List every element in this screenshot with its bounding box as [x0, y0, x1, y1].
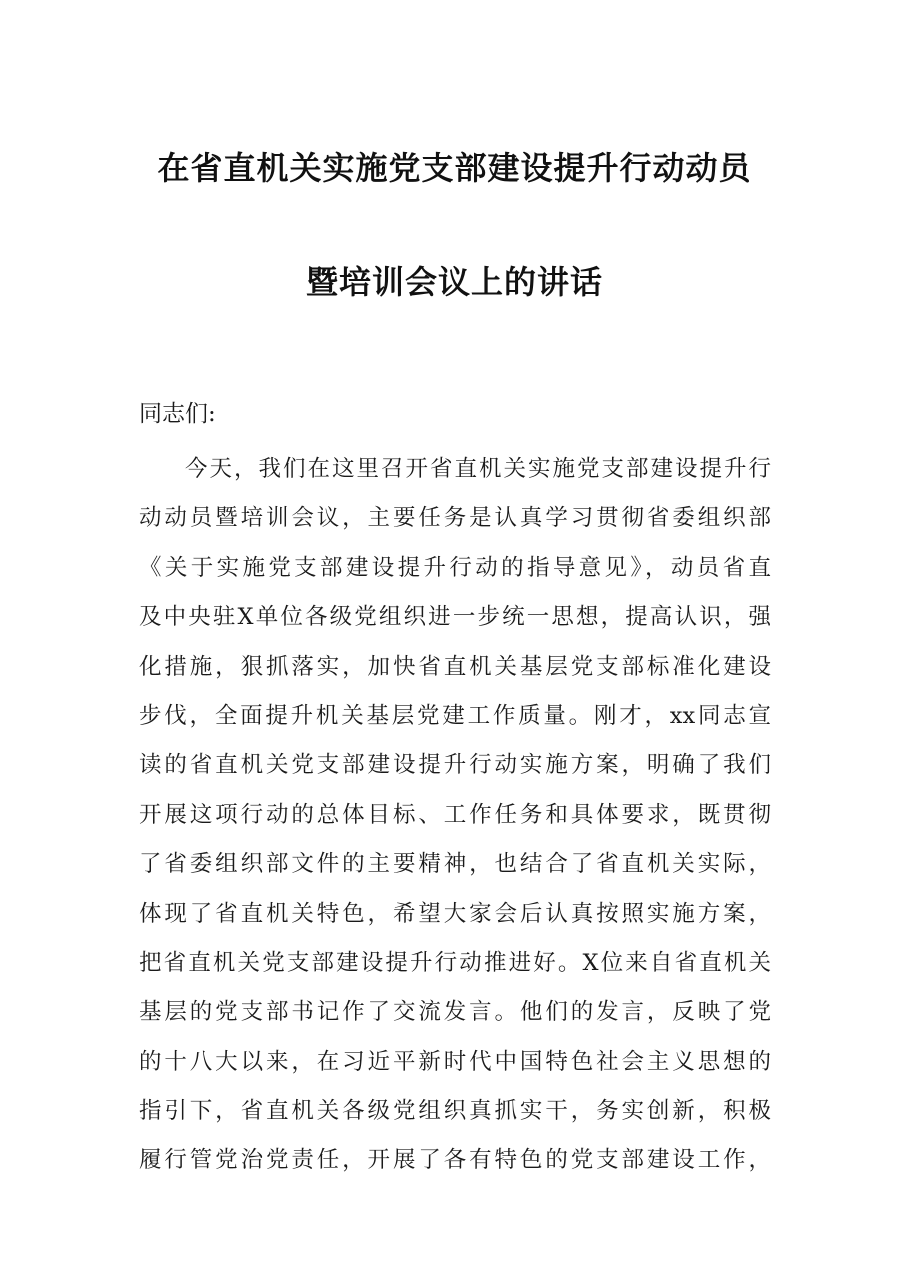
paragraph-line: 的十八大以来，在习近平新时代中国特色社会主义思想的: [139, 1048, 771, 1075]
paragraph-line: 基层的党支部书记作了交流发言。他们的发言，反映了党: [139, 999, 771, 1026]
paragraph-line: 《关于实施党支部建设提升行动的指导意见》，动员省直: [139, 554, 771, 581]
paragraph-line: 步伐，全面提升机关基层党建工作质量。刚才，xx同志宣: [139, 702, 771, 729]
paragraph-line: 及中央驻X单位各级党组织进一步统一思想，提高认识，强: [139, 604, 771, 631]
paragraph-line: 把省直机关党支部建设提升行动推进好。X位来自省直机关: [139, 949, 771, 976]
paragraph-line: 读的省直机关党支部建设提升行动实施方案，明确了我们: [139, 752, 771, 779]
salutation: 同志们:: [139, 401, 216, 427]
paragraph-line: 今天，我们在这里召开省直机关实施党支部建设提升行: [185, 456, 771, 482]
document-title-line-1: 在省直机关实施党支部建设提升行动动员: [157, 149, 752, 187]
paragraph-line: 开展这项行动的总体目标、工作任务和具体要求，既贯彻: [139, 801, 771, 828]
body-paragraph: [139, 454, 771, 1195]
paragraph-line: 指引下，省直机关各级党组织真抓实干，务实创新，积极: [139, 1098, 771, 1125]
paragraph-line: 动动员暨培训会议，主要任务是认真学习贯彻省委组织部: [139, 505, 771, 532]
paragraph-line: 履行管党治党责任，开展了各有特色的党支部建设工作，: [139, 1147, 771, 1174]
paragraph-line: 体现了省直机关特色，希望大家会后认真按照实施方案，: [139, 900, 771, 927]
paragraph-line: 了省委组织部文件的主要精神，也结合了省直机关实际，: [139, 851, 771, 878]
paragraph-line: 化措施，狠抓落实，加快省直机关基层党支部标准化建设: [139, 653, 771, 680]
document-title-line-2: 暨培训会议上的讲话: [305, 263, 603, 301]
